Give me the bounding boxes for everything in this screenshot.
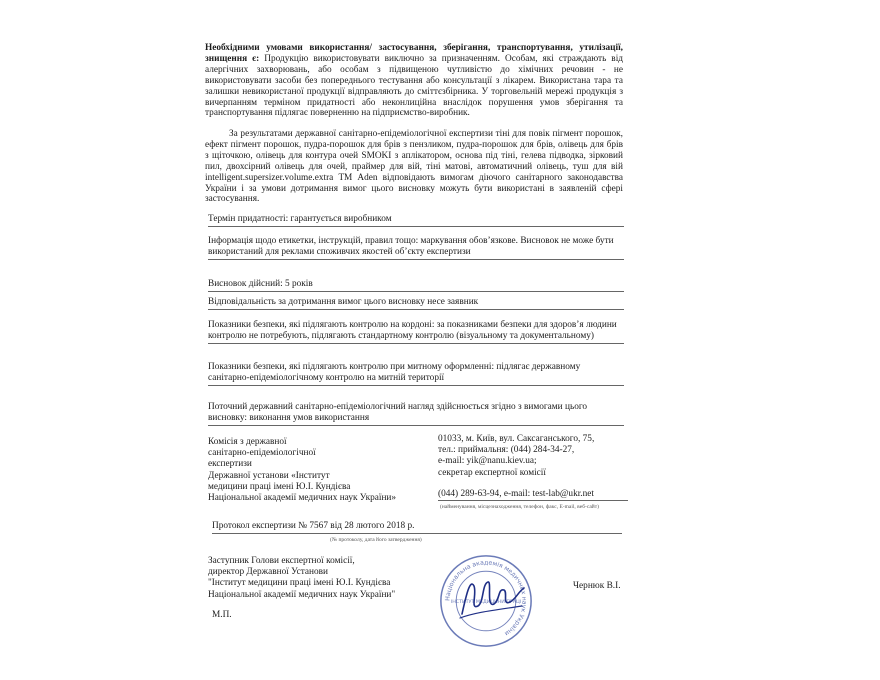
supervision-field: Поточний державний санітарно-епідеміологічний нагляд здійснюється згідно з вимогами цього висновку: виконання умов використання — [208, 402, 624, 426]
svg-text:Національна академія медичних: Національна академія медичних наук України — [444, 559, 528, 637]
responsibility-field: Відповідальність за дотримання вимог цього висновку несе заявник — [208, 297, 624, 310]
validity-field: Висновок дійсний: 5 років — [208, 279, 624, 292]
commission-contact: (044) 289-63-94, e-mail: test-lab@ukr.net — [438, 489, 628, 501]
signatory-name: Чернюк В.І. — [573, 581, 621, 591]
conditions-paragraph — [205, 43, 623, 119]
conditions-text: Продукцію використовувати виключно за призначенням. Особам, які страждають від алергічних захворювань, або особам з підвищеною чутливістю до хімічних речовин - не використовувати засоби без попереднього тестування або консультації з лікарем. Використана тара та залишки невикористаної продукції відправляють до сміттєзбірника. У торговельній мережі продукція з вичерпанням терміном придатності або неконлиційна внаслідок порушення умов зберігання та транспортування підлягає поверненню на підприємство-виробник. — [205, 53, 624, 119]
mp-label: М.П. — [212, 610, 232, 620]
border-control-field: Показники безпеки, які підлягають контролю на кордоні: за показниками безпеки для здоров’я людини контролю не потребують, підлягають стандартному контролю (візуальному та документальному) — [208, 320, 624, 344]
signatory-title: Заступник Голови експертної комісії, директор Державної Установи "Інститут медицини праці імені Ю.І. Кундієва Національної академії медичних наук України" — [208, 556, 396, 600]
commission-address: 01033, м. Київ, вул. Саксаганського, 75, тел.: приймальня: (044) 284-34-27, e-mail: yik@nanu.kiev.ua; секретар експертної комісії — [438, 434, 595, 478]
label-info-field: Інформація щодо етикетки, інструкцій, правил тощо: маркування обов’язкове. Висновок не може бути використаний для реклами споживчих якостей об’єкту експертизи — [208, 236, 624, 260]
customs-control-field: Показники безпеки, які підлягають контролю при митному оформленні: підлягає державному санітарно-епідеміологічному контролю на митній території — [208, 362, 624, 386]
commission-contact-note: (найменування, місцезнаходження, телефон, факс, E-mail, веб-сайт) — [440, 504, 599, 510]
protocol-field: Протокол експертизи № 7567 від 28 лютого 2018 р. — [212, 521, 622, 534]
conditions-heading: Необхідними умовами використання/ застосування, зберігання, транспортування, утилізації, знищення є: — [205, 43, 623, 64]
shelf-life-field: Термін придатності: гарантується виробником — [208, 214, 624, 227]
handwritten-signature — [452, 566, 532, 626]
commission-name: Комісія з державної санітарно-епідеміологічної експертизи Державної установи «Інститут медицини праці імені Ю.І. Кундієва Національної академії медичних наук України» — [208, 437, 397, 504]
protocol-note: (№ протоколу, дата його затвердження) — [330, 537, 422, 543]
svg-text:ІНСТИТУТ МЕДИЦИНИ ПРАЦІ: ІНСТИТУТ МЕДИЦИНИ ПРАЦІ — [450, 599, 522, 605]
results-paragraph: За результатами державної санітарно-епідеміологічної експертизи тіні для повік пігмент порошок, ефект пігмент порошок, пудра-порошок для брів з пензликом, пудра-порошок для брів, олівець для брів з щіточкою, олівець для контура очей SMOKI з аплікатором, основа під тіні, гелева підводка, зірковий пил, двохсірний олівець для очей, праймер для вій, тіні матові, автоматичний олівець, туш для вій intelligent.supersizer.volume.extra ТМ Aden відповідають вимогам діючого санітарного законодавства України і за умови дотримання вимог цього висновку можуть бути використані в заявленій сфері застосування. — [205, 129, 623, 205]
